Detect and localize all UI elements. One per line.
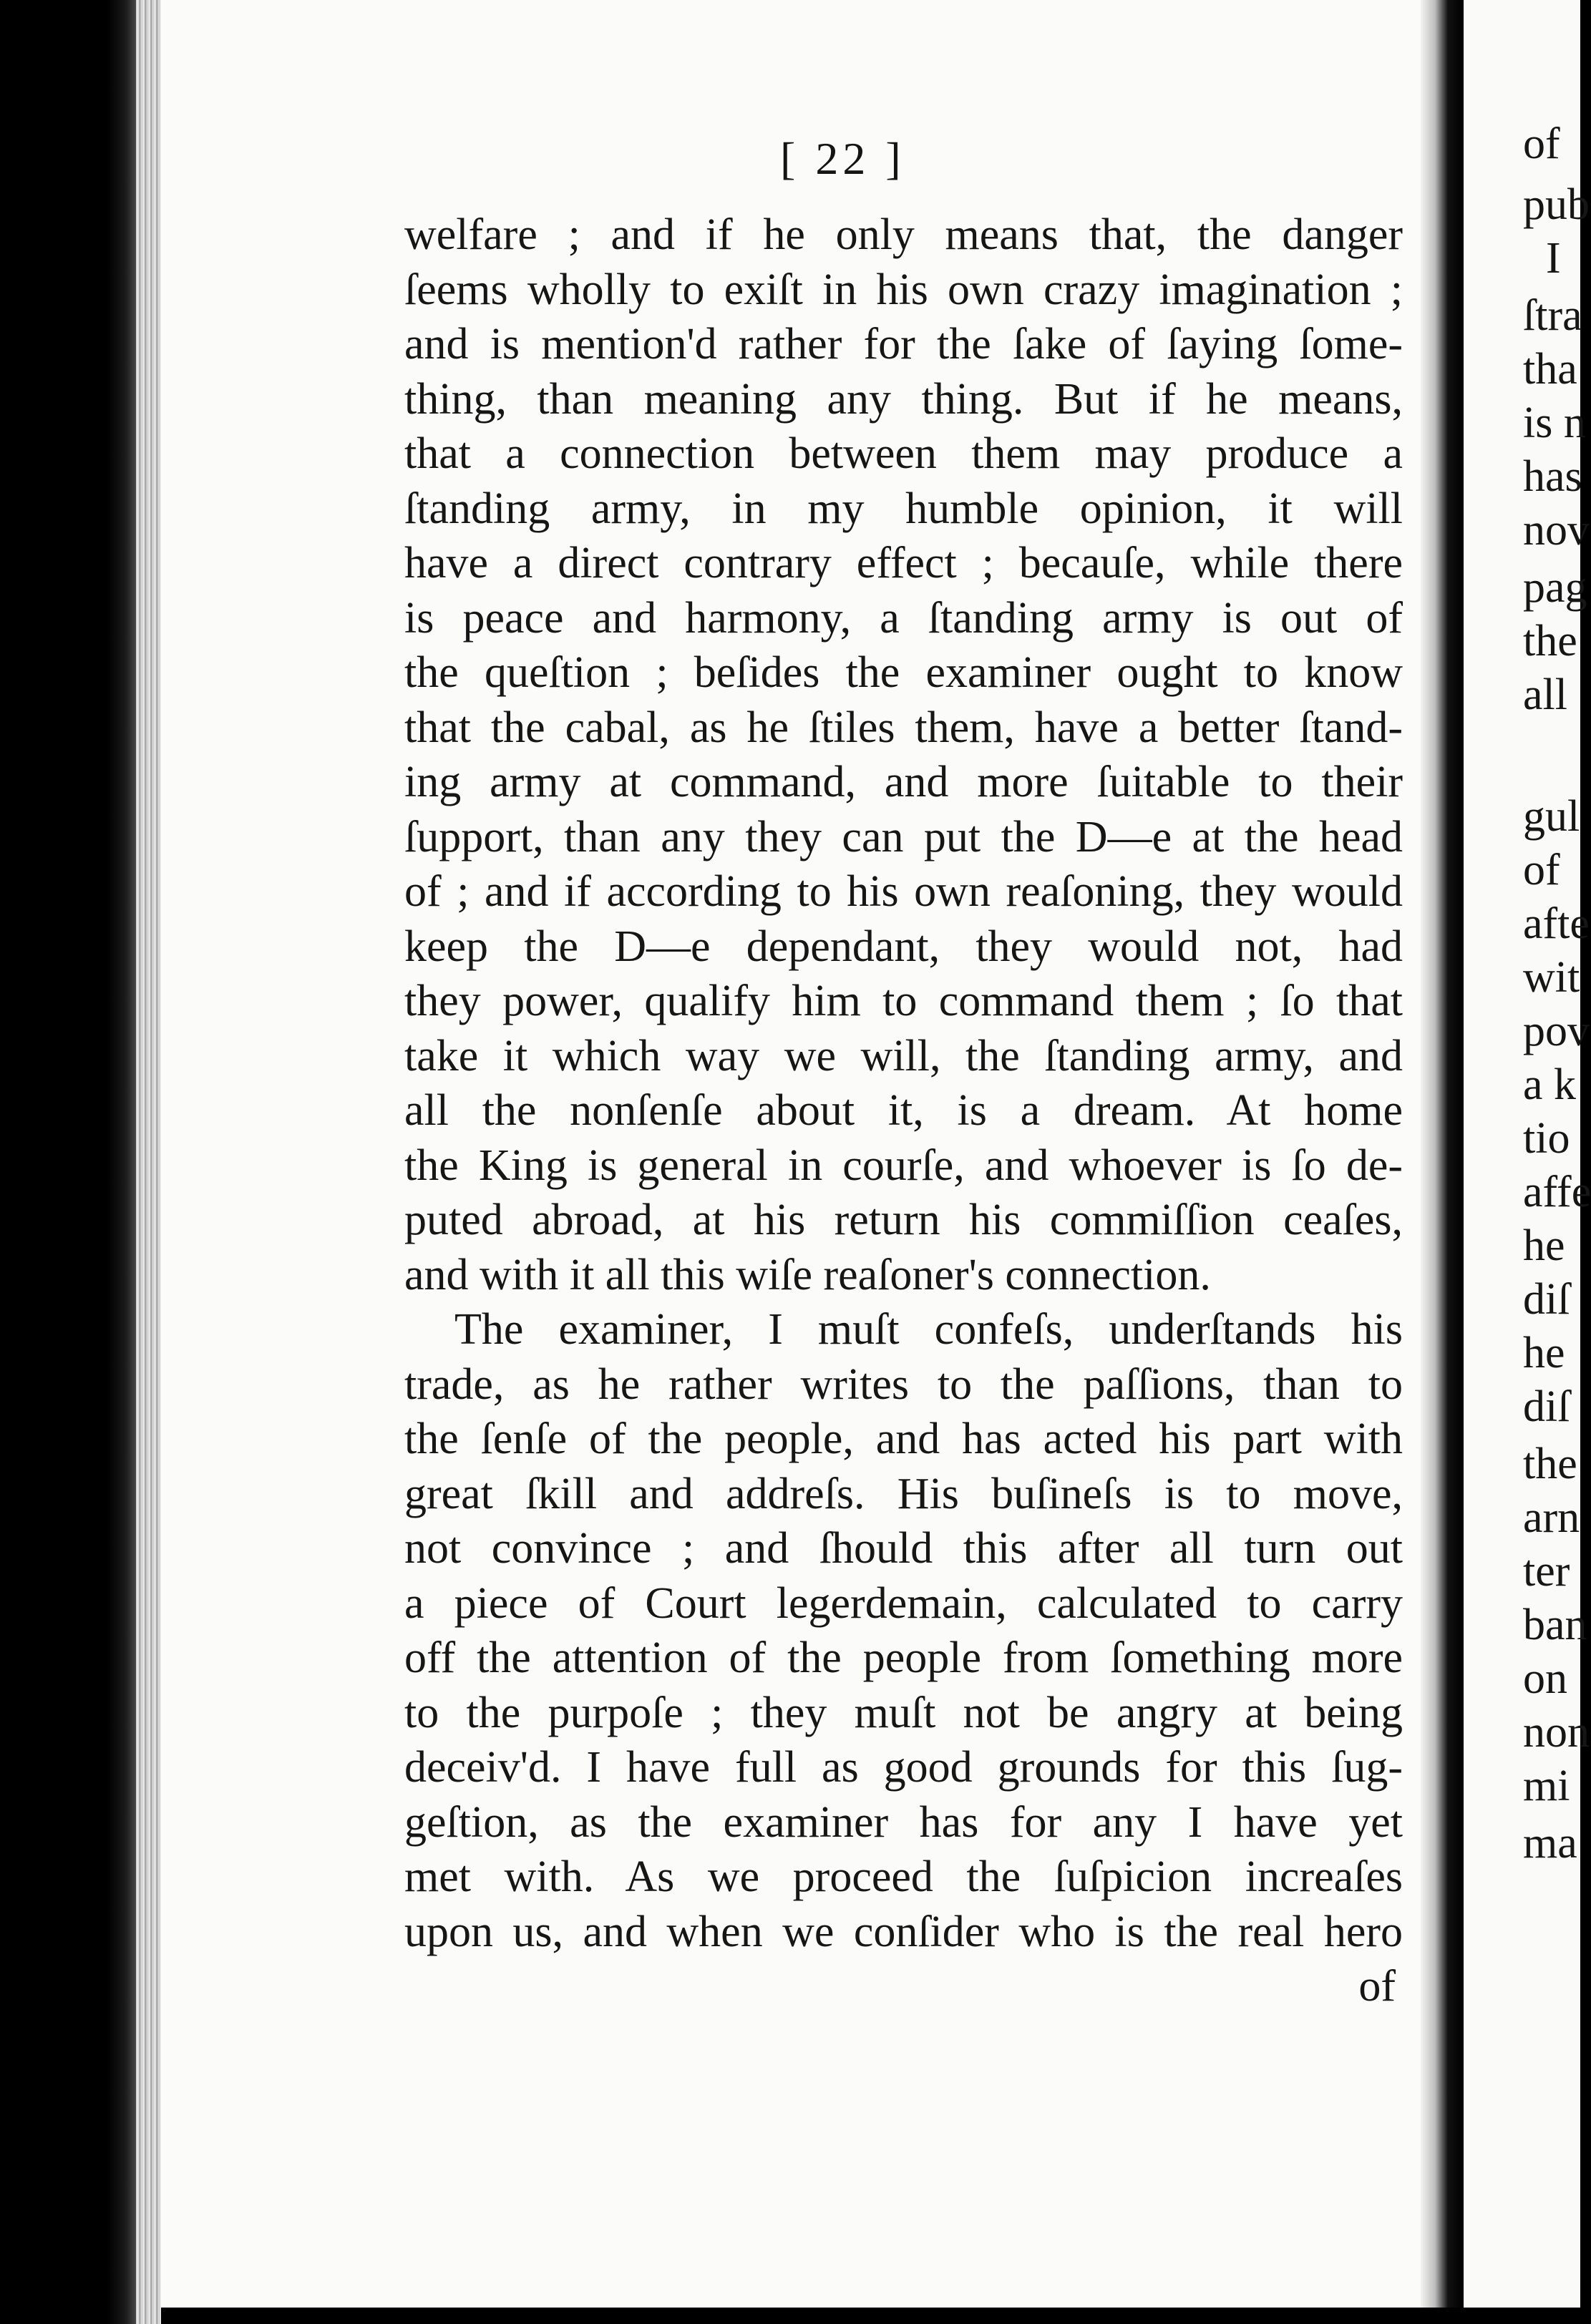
- text-line: a piece of Court legerdemain, calculated to carry: [404, 1578, 1403, 1628]
- text-line: all the nonſenſe about it, is a dream. At home: [404, 1086, 1403, 1135]
- facing-page-fragment: arn: [1523, 1493, 1580, 1542]
- text-line: thing, than meaning any thing. But if he means,: [404, 374, 1403, 424]
- facing-page-fragment: affe: [1523, 1168, 1591, 1216]
- text-line: puted abroad, at his return his commiſſion ceaſes,: [404, 1196, 1403, 1244]
- facing-page-fragment: he: [1523, 1329, 1565, 1377]
- text-line: that a connection between them may produce a: [404, 429, 1403, 478]
- text-line: that the cabal, as he ſtiles them, have a better ſtand-: [404, 703, 1403, 752]
- facing-page-fragment: tha: [1523, 345, 1577, 394]
- facing-page-fragment: of: [1523, 119, 1560, 168]
- facing-page-fragment: pub: [1523, 180, 1590, 229]
- facing-page-fragment: of: [1523, 846, 1560, 894]
- facing-page-fragment: ban: [1523, 1601, 1587, 1649]
- text-line-paragraph-end: and with it all this wiſe reaſoner's connection.: [404, 1250, 1211, 1299]
- facing-page-fragment: all: [1523, 670, 1567, 719]
- facing-page-fragment: wit: [1523, 953, 1580, 1002]
- facing-page-fragment: ma: [1523, 1819, 1577, 1868]
- text-line: ing army at command, and more ſuitable to their: [404, 758, 1403, 806]
- text-line: geſtion, as the examiner has for any I have yet: [404, 1797, 1403, 1847]
- text-line: have a direct contrary effect ; becauſe, while there: [404, 539, 1403, 587]
- facing-page-fragment: non: [1523, 1708, 1590, 1757]
- text-line: off the attention of the people from ſomething more: [404, 1634, 1403, 1682]
- text-line-paragraph-start: The examiner, I muſt confeſs, underſtands his: [454, 1305, 1403, 1354]
- text-line: welfare ; and if he only means that, the danger: [404, 210, 1403, 259]
- facing-page-fragment: I: [1546, 234, 1561, 283]
- facing-page-fragment: ter: [1523, 1547, 1570, 1596]
- text-line: is peace and harmony, a ſtanding army is out of: [404, 593, 1403, 643]
- facing-page-fragment: the: [1523, 1440, 1577, 1488]
- facing-page-fragment: mi: [1523, 1762, 1570, 1810]
- text-line: they power, qualify him to command them ; ſo that: [404, 977, 1403, 1025]
- text-line: not convince ; and ſhould this after all turn out: [404, 1524, 1403, 1573]
- text-line: the King is general in courſe, and whoever is ſo de-: [404, 1141, 1403, 1190]
- text-line: to the purpoſe ; they muſt not be angry at being: [404, 1688, 1403, 1737]
- facing-page-fragment: ſtra: [1523, 291, 1582, 340]
- text-line: the queſtion ; beſides the examiner ought to know: [404, 648, 1403, 697]
- page-header: [ 22 ]: [780, 133, 905, 184]
- facing-page-fragment: gul: [1523, 792, 1580, 841]
- text-line: trade, as he rather writes to the paſſions, than to: [404, 1359, 1403, 1409]
- facing-page-fragment: a k: [1523, 1060, 1577, 1109]
- facing-page-fragment: diſ: [1523, 1275, 1570, 1324]
- text-line: great ſkill and addreſs. His buſineſs is to move,: [404, 1469, 1403, 1518]
- text-line: ſtanding army, in my humble opinion, it will: [404, 484, 1403, 533]
- text-line: take it which way we will, the ſtanding army, and: [404, 1031, 1403, 1080]
- text-line: upon us, and when we conſider who is the real hero: [404, 1907, 1403, 1956]
- facing-page-fragment: is n: [1523, 399, 1586, 447]
- facing-page-fragment: on: [1523, 1654, 1567, 1703]
- facing-page-fragment: nov: [1523, 506, 1590, 555]
- facing-page-fragment: pag: [1523, 563, 1587, 612]
- facing-page-fragment: pov: [1523, 1007, 1590, 1055]
- text-line: and is mention'd rather for the ſake of ſaying ſome-: [404, 320, 1403, 368]
- text-line: ſeems wholly to exiſt in his own crazy imagination ;: [404, 265, 1403, 314]
- facing-page-fragment: he: [1523, 1221, 1565, 1270]
- text-line: deceiv'd. I have full as good grounds for this ſug-: [404, 1743, 1403, 1792]
- text-line: met with. As we proceed the ſuſpicion increaſes: [404, 1852, 1403, 1901]
- text-line: of ; and if according to his own reaſoning, they would: [404, 867, 1403, 916]
- main-text-block: [404, 208, 1403, 2014]
- book-gutter: [1421, 0, 1467, 2324]
- text-line: keep the D—e dependant, they would not, had: [404, 922, 1403, 971]
- catchword: of: [1358, 1962, 1396, 2011]
- page-stack-edge: [136, 0, 165, 2324]
- facing-page-fragment: the: [1523, 617, 1577, 665]
- scan-bottom-edge: [161, 2308, 1580, 2324]
- facing-page-fragment: tio: [1523, 1114, 1570, 1163]
- facing-page-fragment: diſ: [1523, 1382, 1570, 1431]
- text-line: ſupport, than any they can put the D—e at the head: [404, 812, 1403, 861]
- book-fore-edge: [0, 0, 150, 2324]
- text-line: the ſenſe of the people, and has acted his part with: [404, 1415, 1403, 1463]
- facing-page-fragment: afte: [1523, 899, 1590, 948]
- facing-page-fragment: has: [1523, 452, 1582, 501]
